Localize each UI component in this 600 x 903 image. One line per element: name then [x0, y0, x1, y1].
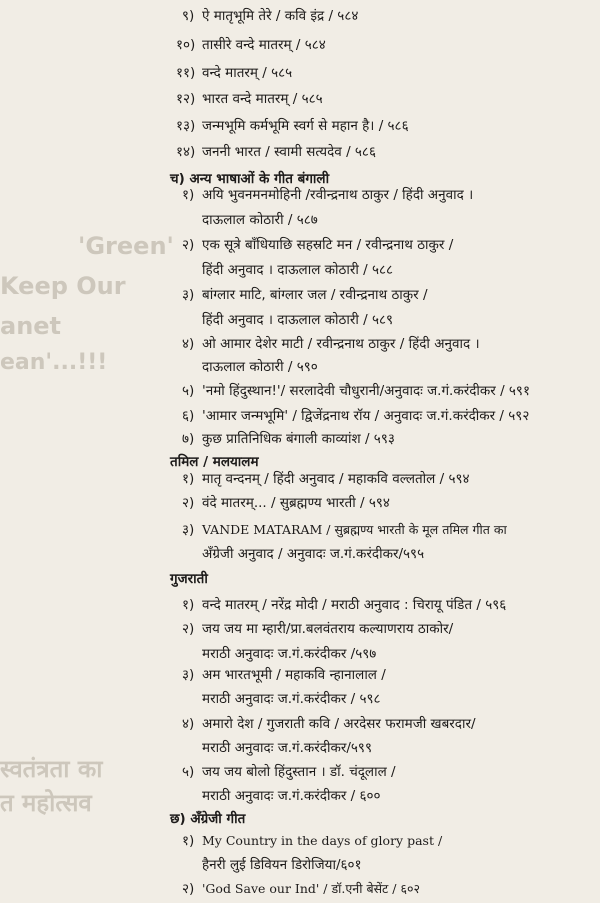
entry-text: मातृ वन्दनम् / हिंदी अनुवाद / महाकवि वल्लतोल / ५९४ — [202, 471, 470, 487]
bleed-through-text: त महोत्सव — [0, 789, 92, 817]
entry-text: जय जय बोलो हिंदुस्तान । डॉ. चंदूलाल / — [202, 764, 396, 780]
continuation-text: मराठी अनुवादः ज.गं.करंदीकर /५९७ — [202, 646, 377, 662]
continuation-text: मराठी अनुवादः ज.गं.करंदीकर / ५९८ — [202, 691, 381, 707]
entry-text: अयि भुवनमनमोहिनी /रवीन्द्रनाथ ठाकुर / हिंदी अनुवाद । — [202, 187, 474, 203]
entry-number: ४) — [182, 716, 195, 732]
bleed-through-text: Keep Our — [0, 272, 126, 300]
entry-text: VANDE MATARAM / सुब्रह्मण्य भारती के मूल तमिल गीत का — [202, 522, 507, 537]
entry-number: ३) — [182, 287, 195, 303]
continuation-text: दाऊलाल कोठारी / ५९० — [202, 359, 318, 375]
continuation-text: हैनरी लुई डिवियन डिरोजिया/६०१ — [202, 857, 362, 873]
entry-number: ७) — [182, 431, 195, 447]
entry-text: अमारो देश / गुजराती कवि / अरदेसर फरामजी खबरदार/ — [202, 716, 476, 732]
entry-text: एक सूत्रे बाँधियाछि सहस्रटि मन / रवीन्द्रनाथ ठाकुर / — [202, 237, 454, 253]
section-heading: तमिल / मलयालम — [170, 454, 259, 470]
entry-number: ३) — [182, 667, 195, 683]
entry-number: १) — [182, 187, 195, 203]
entry-text: तासीरे वन्दे मातरम् / ५८४ — [202, 37, 326, 53]
entry-number: २) — [182, 237, 195, 253]
entry-text: 'आमार जन्मभूमि' / द्विजेंद्रनाथ रॉय / अनुवादः ज.गं.करंदीकर / ५९२ — [202, 408, 530, 424]
bleed-through-text: anet — [0, 312, 62, 340]
entry-text: कुछ प्रातिनिधिक बंगाली काव्यांश / ५९३ — [202, 431, 395, 447]
entry-number: २) — [182, 621, 195, 637]
entry-text: ऐ मातृभूमि तेरे / कवि इंद्र / ५८४ — [202, 8, 359, 24]
continuation-text: मराठी अनुवादः ज.गं.करंदीकर / ६०० — [202, 788, 381, 804]
entry-number: १०) — [176, 37, 196, 53]
entry-text: अम भारतभूमी / महाकवि न्हानालाल / — [202, 667, 386, 683]
entry-number: २) — [182, 495, 195, 511]
entry-text: वंदे मातरम्... / सुब्रह्मण्य भारती / ५९४ — [202, 495, 390, 511]
entry-number: १) — [182, 833, 195, 849]
entry-number: ११) — [176, 65, 196, 81]
entry-text: भारत वन्दे मातरम् / ५८५ — [202, 91, 323, 107]
entry-text: जननी भारत / स्वामी सत्यदेव / ५८६ — [202, 144, 376, 160]
entry-text: My Country in the days of glory past / — [202, 833, 443, 848]
section-heading: च) अन्य भाषाओं के गीत बंगाली — [170, 171, 330, 187]
entry-number: १) — [182, 597, 195, 613]
entry-number: १२) — [176, 91, 196, 107]
bleed-through-text: ean'...!!! — [0, 350, 108, 375]
entry-number: १) — [182, 471, 195, 487]
entry-text: 'God Save our Ind' / डॉ.एनी बेसेंट / ६०२ — [202, 881, 420, 896]
entry-text: वन्दे मातरम् / ५८५ — [202, 65, 293, 81]
continuation-text: अँग्रेजी अनुवाद / अनुवादः ज.गं.करंदीकर/५९५ — [202, 546, 425, 562]
entry-number: ४) — [182, 336, 195, 352]
entry-text: ओ आमार देशेर माटी / रवीन्द्रनाथ ठाकुर / हिंदी अनुवाद । — [202, 336, 480, 352]
continuation-text: मराठी अनुवादः ज.गं.करंदीकर/५९९ — [202, 740, 372, 756]
bleed-through-text: 'Green' — [78, 232, 174, 260]
continuation-text: हिंदी अनुवाद । दाऊलाल कोठारी / ५८८ — [202, 262, 394, 278]
entry-number: ३) — [182, 522, 195, 538]
entry-number: १३) — [176, 118, 196, 134]
entry-text: जन्मभूमि कर्मभूमि स्वर्ग से महान है। / ५८६ — [202, 118, 409, 134]
entry-number: ९) — [182, 8, 195, 24]
entry-text: वन्दे मातरम् / नरेंद्र मोदी / मराठी अनुवाद : चिरायू पंडित / ५९६ — [202, 597, 507, 613]
entry-text: जय जय मा म्हारी/प्रा.बलवंतराय कल्याणराय ठाकोर/ — [202, 621, 454, 637]
entry-number: ५) — [182, 383, 195, 399]
entry-text: 'नमो हिंदुस्थान!'/ सरलादेवी चौधुरानी/अनुवादः ज.गं.करंदीकर / ५९१ — [202, 383, 530, 399]
continuation-text: हिंदी अनुवाद । दाऊलाल कोठारी / ५८९ — [202, 312, 394, 328]
section-heading: छ) अँग्रेजी गीत — [170, 811, 246, 827]
entry-number: ५) — [182, 764, 195, 780]
bleed-through-text: स्वतंत्रता का — [0, 755, 103, 783]
entry-number: ६) — [182, 408, 195, 424]
entry-text: बांग्लार माटि, बांग्लार जल / रवीन्द्रनाथ ठाकुर / — [202, 287, 428, 303]
entry-number: २) — [182, 881, 195, 897]
section-heading: गुजराती — [170, 571, 208, 587]
entry-number: १४) — [176, 144, 196, 160]
continuation-text: दाऊलाल कोठारी / ५८७ — [202, 212, 318, 228]
